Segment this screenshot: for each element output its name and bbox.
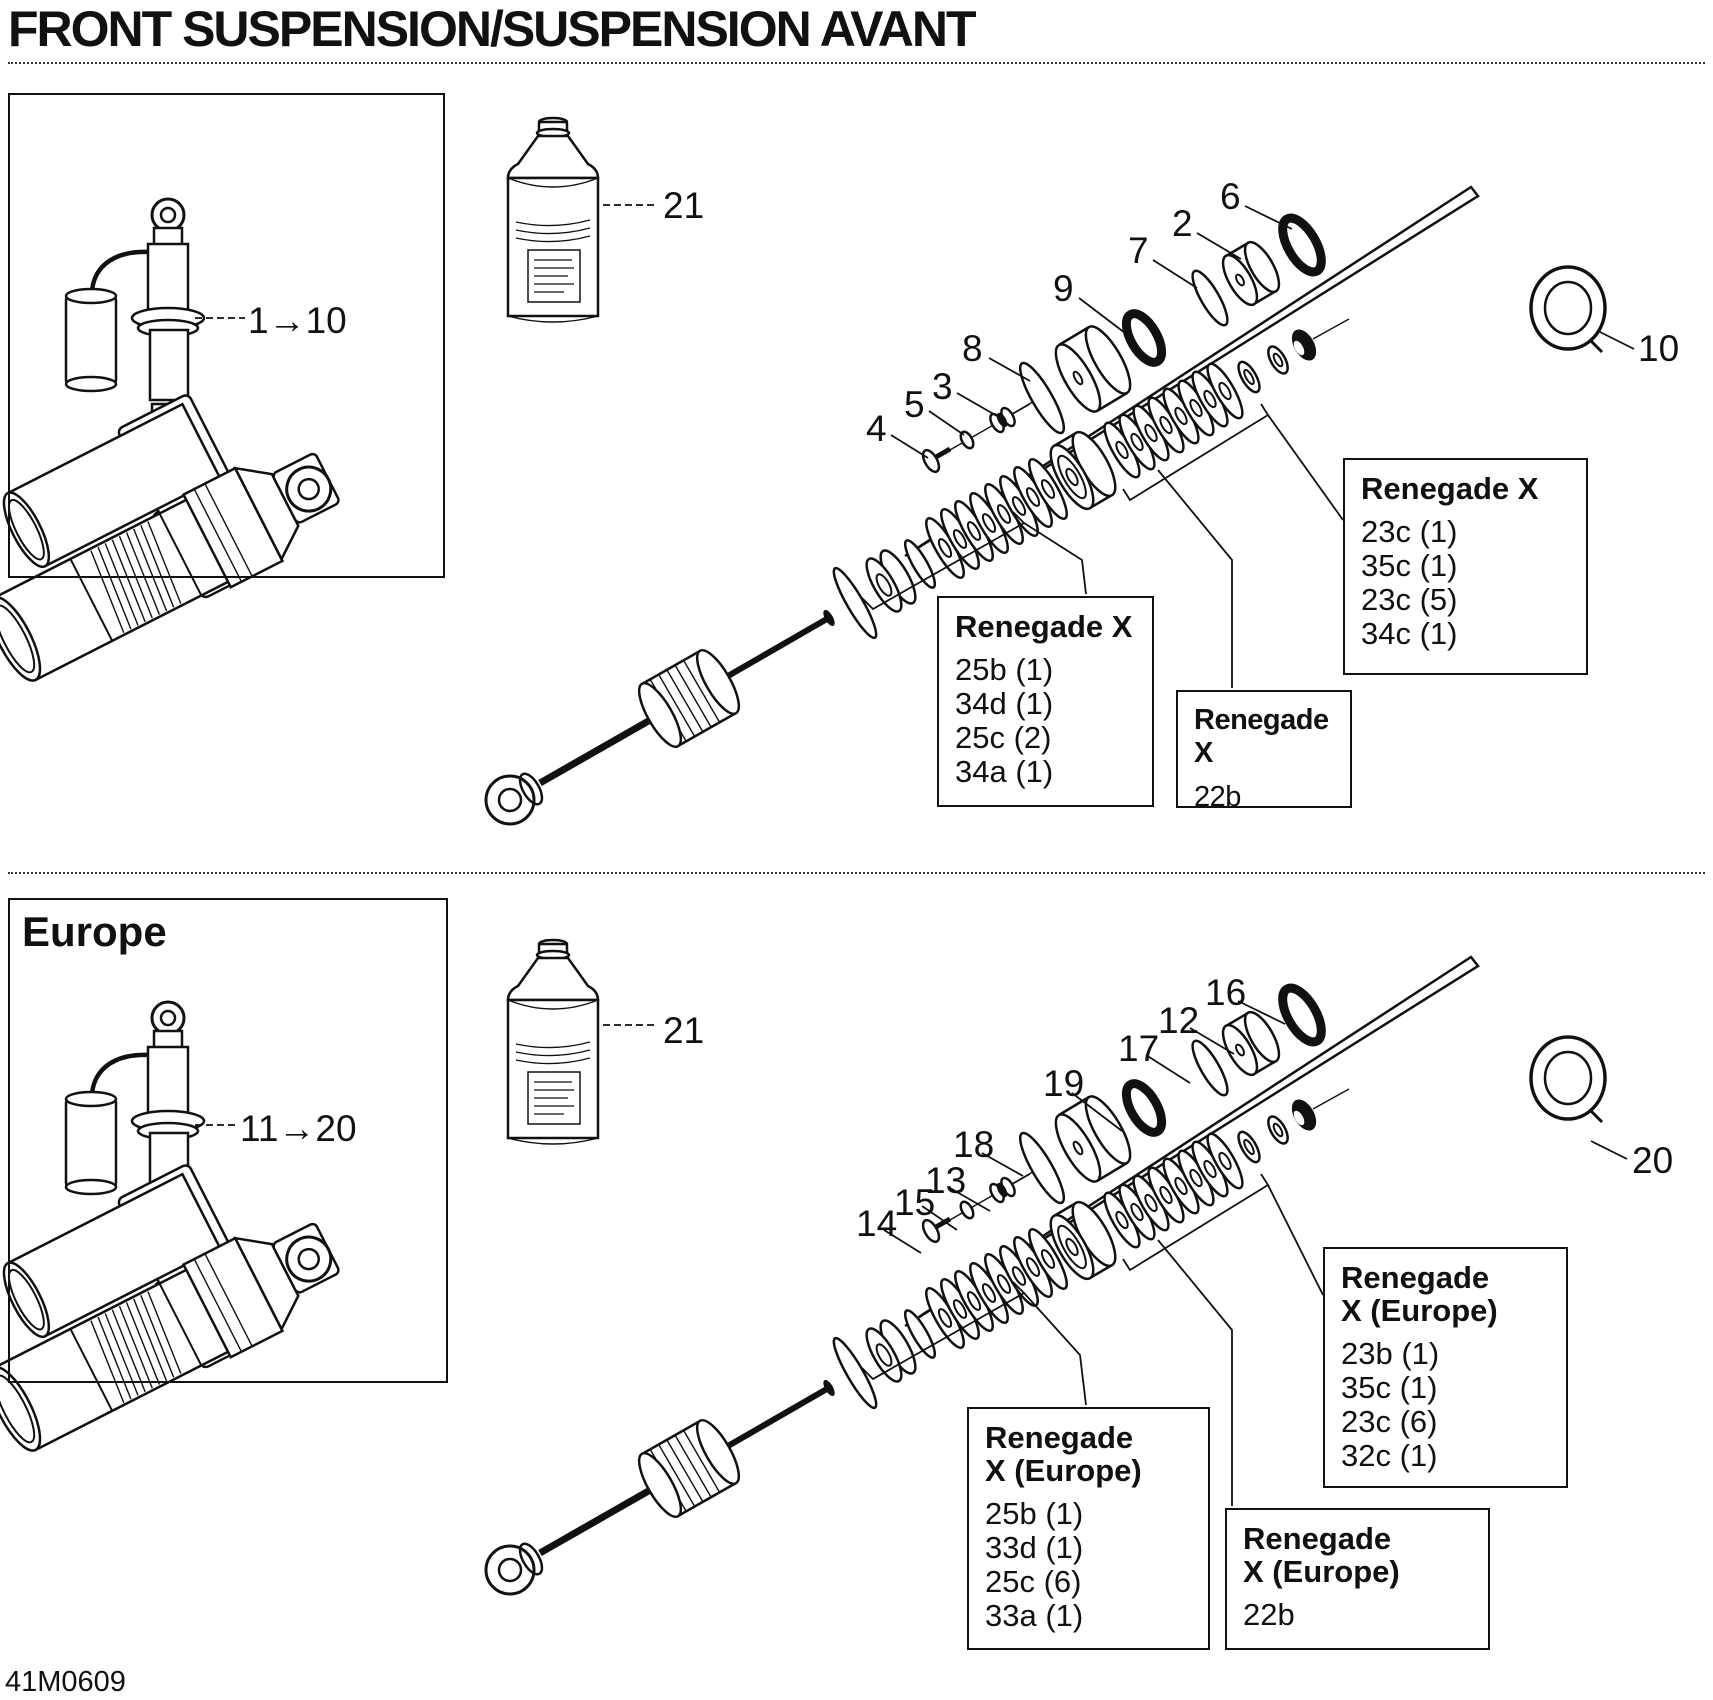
part-box-item: 23c (5) (1361, 582, 1458, 617)
part-box-item: 23b (1) (1341, 1336, 1440, 1371)
part-box-renegade-x-europe-body (1225, 1508, 1490, 1650)
part-callout-3: 3 (932, 366, 953, 407)
part-box-title: Renegade X (1361, 471, 1539, 506)
part-callout-17: 17 (1118, 1028, 1160, 1069)
part-box-title-line2: X (Europe) (1243, 1554, 1400, 1589)
part-callout-8: 8 (962, 328, 983, 369)
part-box-item: 25b (1) (955, 652, 1054, 687)
part-box-title-line1: Renegade (1341, 1260, 1490, 1295)
drawing-number: 41M0609 (5, 1666, 126, 1698)
part-box-item: 34a (1) (955, 754, 1054, 789)
part-box-title: Renegade X (955, 609, 1133, 644)
part-callout-9: 9 (1053, 268, 1074, 309)
part-callout-10: 10 (1638, 328, 1680, 369)
part-box-item: 32c (1) (1341, 1438, 1438, 1473)
part-callout-6: 6 (1220, 176, 1241, 217)
part-box-item: 22b (1243, 1597, 1295, 1632)
reference-frame-top (8, 93, 445, 578)
part-box-title-line1: Renegade (1243, 1521, 1392, 1556)
part-box-title: Renegade X (1194, 704, 1329, 769)
part-box-title-line2: X (Europe) (1341, 1293, 1498, 1328)
reference-frame-europe (8, 898, 448, 1383)
part-callout-15: 15 (894, 1182, 936, 1223)
part-box-title-line1: Renegade (985, 1420, 1134, 1455)
part-callout-5: 5 (904, 384, 925, 425)
part-box-item: 23c (1) (1361, 514, 1458, 549)
part-box-item: 25c (2) (955, 720, 1052, 755)
part-box-title-line2: X (Europe) (985, 1453, 1142, 1488)
part-box-item: 35c (1) (1341, 1370, 1438, 1405)
europe-label: Europe (22, 908, 167, 955)
part-callout-12: 12 (1158, 1000, 1200, 1041)
part-callout-21-top: 21 (663, 185, 705, 226)
part-callout-13: 13 (925, 1160, 967, 1201)
oil-bottle-europe (508, 940, 598, 1144)
part-box-renegade-x-europe-spring-mid (967, 1407, 1210, 1650)
title-rule (8, 62, 1705, 64)
part-box-item: 34d (1) (955, 686, 1054, 721)
part-box-item: 35c (1) (1361, 548, 1458, 583)
part-box-renegade-x-spring-right (1343, 458, 1588, 675)
part-box-renegade-x-body (1176, 690, 1352, 813)
part-callout-20: 20 (1632, 1140, 1674, 1181)
part-callout-19: 19 (1043, 1063, 1085, 1104)
part-box-item: 34c (1) (1361, 616, 1458, 651)
part-callout-4: 4 (866, 408, 887, 449)
part-box-item: 25c (6) (985, 1564, 1082, 1599)
part-box-item: 25b (1) (985, 1496, 1084, 1531)
part-box-item: 23c (6) (1341, 1404, 1438, 1439)
part-box-item: 33d (1) (985, 1530, 1084, 1565)
part-callout-16: 16 (1205, 972, 1247, 1013)
part-callout-2: 2 (1172, 203, 1193, 244)
part-callout-21-europe: 21 (663, 1010, 705, 1051)
oil-bottle-top (508, 118, 598, 322)
assembly-range-callout-top: 1→10 (248, 300, 347, 341)
part-callout-7: 7 (1128, 230, 1149, 271)
part-box-item: 22b (1194, 781, 1241, 813)
part-box-item: 33a (1) (985, 1598, 1084, 1633)
assembly-range-callout-europe: 11→20 (240, 1108, 357, 1149)
page-title: FRONT SUSPENSION/SUSPENSION AVANT (8, 1, 975, 57)
section-divider (8, 872, 1705, 874)
part-callout-18: 18 (953, 1124, 995, 1165)
part-box-renegade-x-europe-spring-right (1323, 1247, 1568, 1488)
part-callout-14: 14 (856, 1203, 898, 1244)
part-box-renegade-x-spring-mid (937, 596, 1154, 807)
